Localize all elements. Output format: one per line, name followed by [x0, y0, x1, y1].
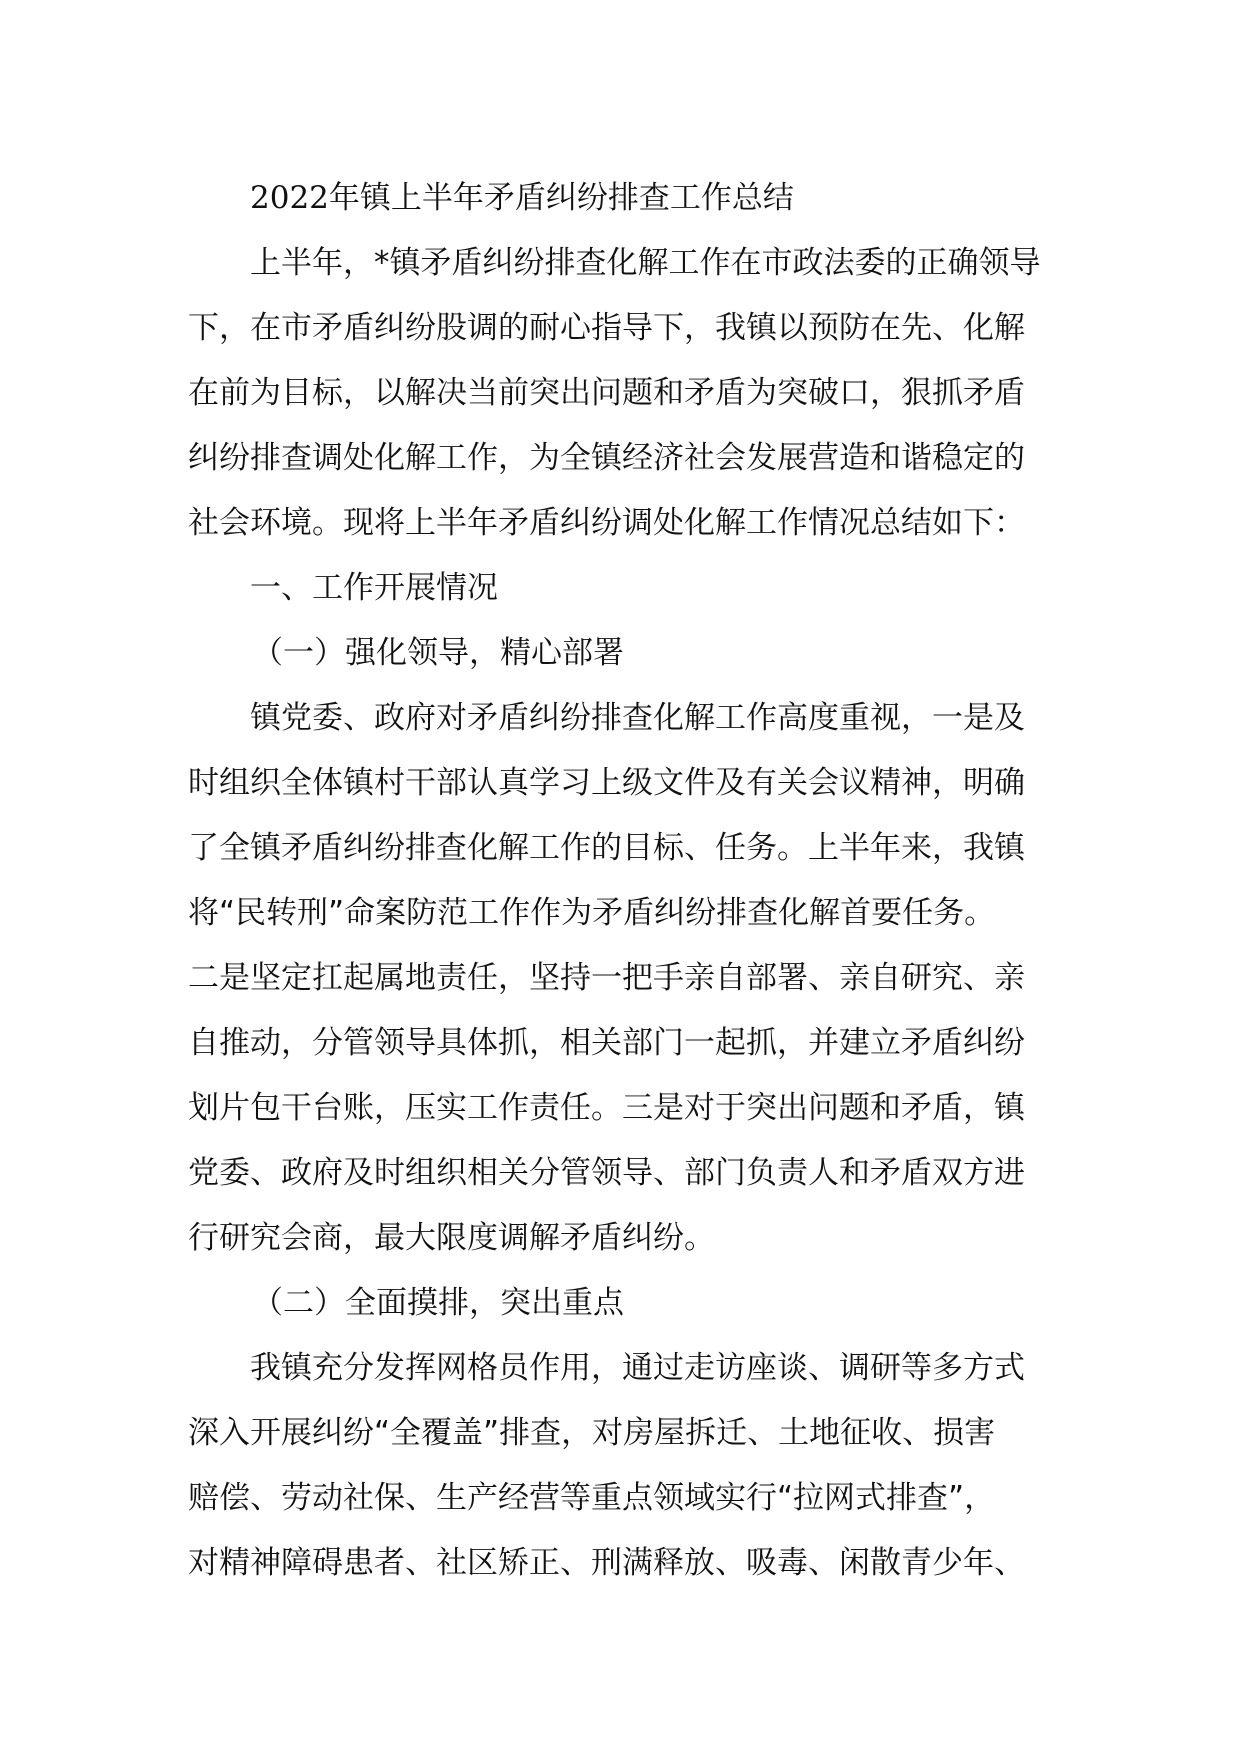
subsection-heading: （一）强化领导，精心部署 — [252, 635, 624, 671]
paragraph-intro-line: 下，在市矛盾纠纷股调的耐心指导下，我镇以预防在先、化解 — [188, 310, 1025, 346]
paragraph-intro-line: 上半年，*镇矛盾纠纷排查化解工作在市政法委的正确领导 — [250, 245, 1041, 281]
paragraph-intro-line: 在前为目标，以解决当前突出问题和矛盾为突破口，狠抓矛盾 — [188, 375, 1025, 411]
section-heading: 一、工作开展情况 — [250, 570, 498, 606]
paragraph-leadership-line: 划片包干台账，压实工作责任。三是对于突出问题和矛盾，镇 — [188, 1090, 1025, 1126]
paragraph-leadership-line: 行研究会商，最大限度调解矛盾纠纷。 — [188, 1220, 715, 1256]
paragraph-leadership-line: 二是坚定扛起属地责任，坚持一把手亲自部署、亲自研究、亲 — [188, 960, 1025, 996]
paragraph-leadership-line: 时组织全体镇村干部认真学习上级文件及有关会议精神，明确 — [188, 765, 1025, 801]
paragraph-survey-line: 对精神障碍患者、社区矫正、刑满释放、吸毒、闲散青少年、 — [188, 1545, 1025, 1581]
paragraph-leadership-line: 将“民转刑”命案防范工作作为矛盾纠纷排查化解首要任务。 — [188, 895, 996, 931]
document-body — [188, 166, 1058, 1596]
paragraph-survey-line: 赔偿、劳动社保、生产经营等重点领域实行“拉网式排查”， — [188, 1480, 996, 1516]
paragraph-survey-line: 深入开展纠纷“全覆盖”排查，对房屋拆迁、土地征收、损害 — [188, 1415, 996, 1451]
paragraph-leadership-line: 镇党委、政府对矛盾纠纷排查化解工作高度重视，一是及 — [250, 700, 1025, 736]
subsection-heading: （二）全面摸排，突出重点 — [252, 1285, 624, 1321]
document-title: 2022年镇上半年矛盾纠纷排查工作总结 — [250, 180, 794, 216]
paragraph-leadership-line: 自推动，分管领导具体抓，相关部门一起抓，并建立矛盾纠纷 — [188, 1025, 1025, 1061]
paragraph-intro-line: 社会环境。现将上半年矛盾纠纷调处化解工作情况总结如下： — [188, 505, 1025, 541]
paragraph-leadership-line: 党委、政府及时组织相关分管领导、部门负责人和矛盾双方进 — [188, 1155, 1025, 1191]
paragraph-survey-line: 我镇充分发挥网格员作用，通过走访座谈、调研等多方式 — [250, 1350, 1025, 1386]
paragraph-leadership-line: 了全镇矛盾纠纷排查化解工作的目标、任务。上半年来，我镇 — [188, 830, 1025, 866]
paragraph-intro-line: 纠纷排查调处化解工作，为全镇经济社会发展营造和谐稳定的 — [188, 440, 1025, 476]
